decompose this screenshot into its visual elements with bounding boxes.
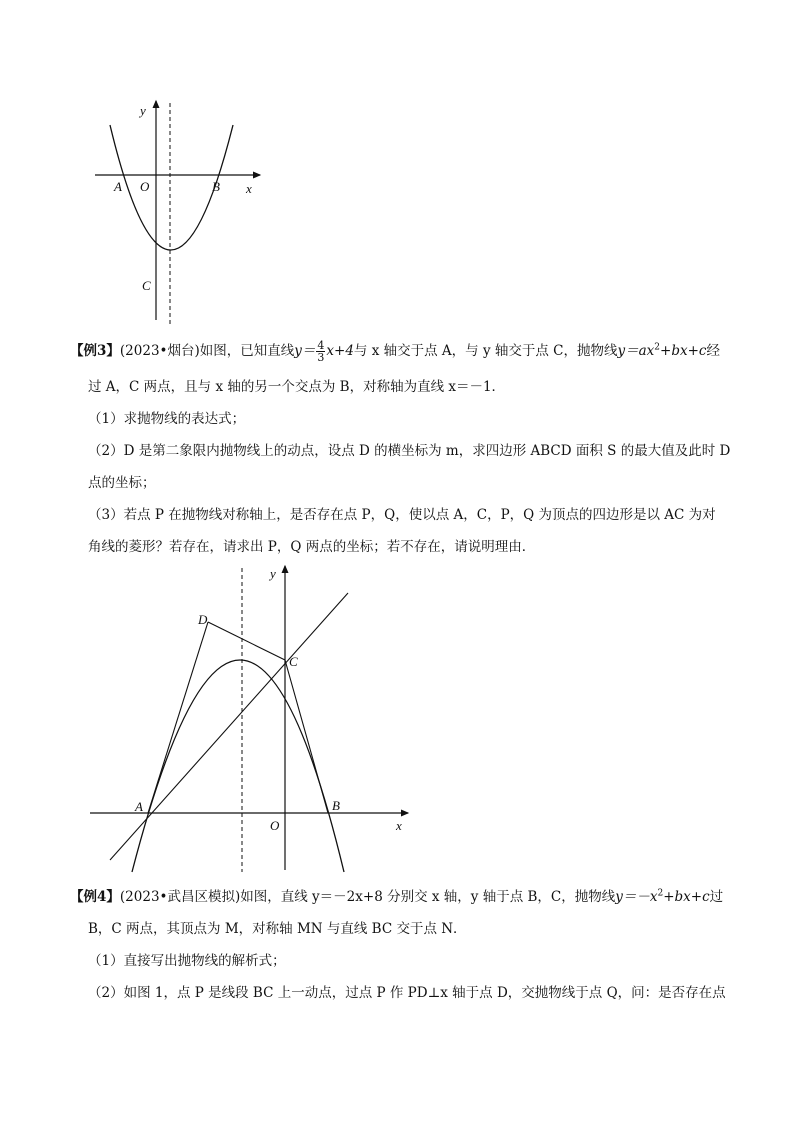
label-y: y bbox=[140, 103, 146, 118]
line-AC bbox=[110, 593, 348, 860]
figure-2-quadrilateral bbox=[90, 560, 420, 875]
label-O: O bbox=[270, 818, 280, 833]
label-C: C bbox=[142, 278, 151, 293]
ex3-source: (2023•烟台) bbox=[119, 343, 200, 359]
ex4-q1: （1）直接写出抛物线的解析式； bbox=[88, 953, 286, 969]
ex3-line-1 bbox=[70, 340, 740, 363]
label-D: D bbox=[198, 612, 208, 627]
ex3-line-2: 过 A，C 两点，且与 x 轴的另一个交点为 B，对称轴为直线 x＝－1． bbox=[88, 379, 506, 395]
label-A: A bbox=[114, 179, 122, 194]
ex4-intro-c: 过 bbox=[709, 889, 724, 905]
ex3-q2b: 点的坐标； bbox=[88, 475, 156, 491]
ex3-line-lhs: y＝ bbox=[294, 343, 316, 359]
label-O: O bbox=[140, 179, 150, 194]
ex4-parab-a: y＝－x bbox=[615, 889, 658, 905]
ex3-intro-a: 如图，已知直线 bbox=[199, 343, 295, 359]
ex3-q1: （1）求抛物线的表达式； bbox=[88, 411, 246, 427]
ex3-parab-b: +bx+c bbox=[660, 343, 707, 359]
ex3-intro-b: 与 x 轴交于点 A，与 y 轴交于点 C，抛物线 bbox=[353, 343, 618, 359]
ex4-q2a: （2）如图 1，点 P 是线段 BC 上一动点，过点 P 作 PD⊥x 轴于点 D，交抛物线于点 Q，问：是否存在点 bbox=[88, 985, 726, 1001]
ex3-q3a: （3）若点 P 在抛物线对称轴上，是否存在点 P，Q，使以点 A，C，P，Q 为顶点的四边形是以 AC 为对 bbox=[88, 507, 716, 523]
ex3-line-rhs: x+4 bbox=[326, 343, 354, 359]
ex4-intro-a: 如图，直线 y＝－2x+8 分别交 x 轴，y 轴于点 B，C，抛物线 bbox=[240, 889, 616, 905]
label-x: x bbox=[246, 181, 252, 196]
figure-1-parabola bbox=[90, 95, 270, 330]
ex3-parab-sup: 2 bbox=[654, 342, 661, 353]
ex4-parab-sup: 2 bbox=[657, 888, 664, 899]
ex4-source: (2023•武昌区模拟) bbox=[119, 889, 241, 905]
label-B: B bbox=[332, 798, 340, 813]
parabola-curve bbox=[132, 660, 344, 872]
label-B: B bbox=[212, 179, 220, 194]
label-x: x bbox=[396, 818, 402, 833]
segment-CB bbox=[285, 660, 328, 813]
ex4-line-2: B，C 两点，其顶点为 M，对称轴 MN 与直线 BC 交于点 N． bbox=[88, 921, 467, 937]
label-A: A bbox=[135, 799, 143, 814]
ex4-tag: 【例4】 bbox=[70, 889, 120, 905]
ex3-q2a: （2）D 是第二象限内抛物线上的动点，设点 D 的横坐标为 m，求四边形 ABCD 面积 S 的最大值及此时 D bbox=[88, 443, 731, 459]
segment-DC bbox=[208, 622, 285, 660]
label-C: C bbox=[289, 654, 298, 669]
ex3-parab-a: y＝ax bbox=[617, 343, 655, 359]
ex4-line-1 bbox=[70, 888, 740, 906]
label-y: y bbox=[270, 566, 276, 581]
fraction-4-3: $\frac{4}{3}$ bbox=[317, 339, 325, 364]
ex3-tag: 【例3】 bbox=[70, 343, 120, 359]
ex4-parab-b: +bx+c bbox=[663, 889, 710, 905]
ex3-intro-c: 经 bbox=[706, 343, 720, 359]
ex3-q3b: 角线的菱形？若存在，请求出 P，Q 两点的坐标；若不存在，请说明理由． bbox=[88, 539, 536, 555]
